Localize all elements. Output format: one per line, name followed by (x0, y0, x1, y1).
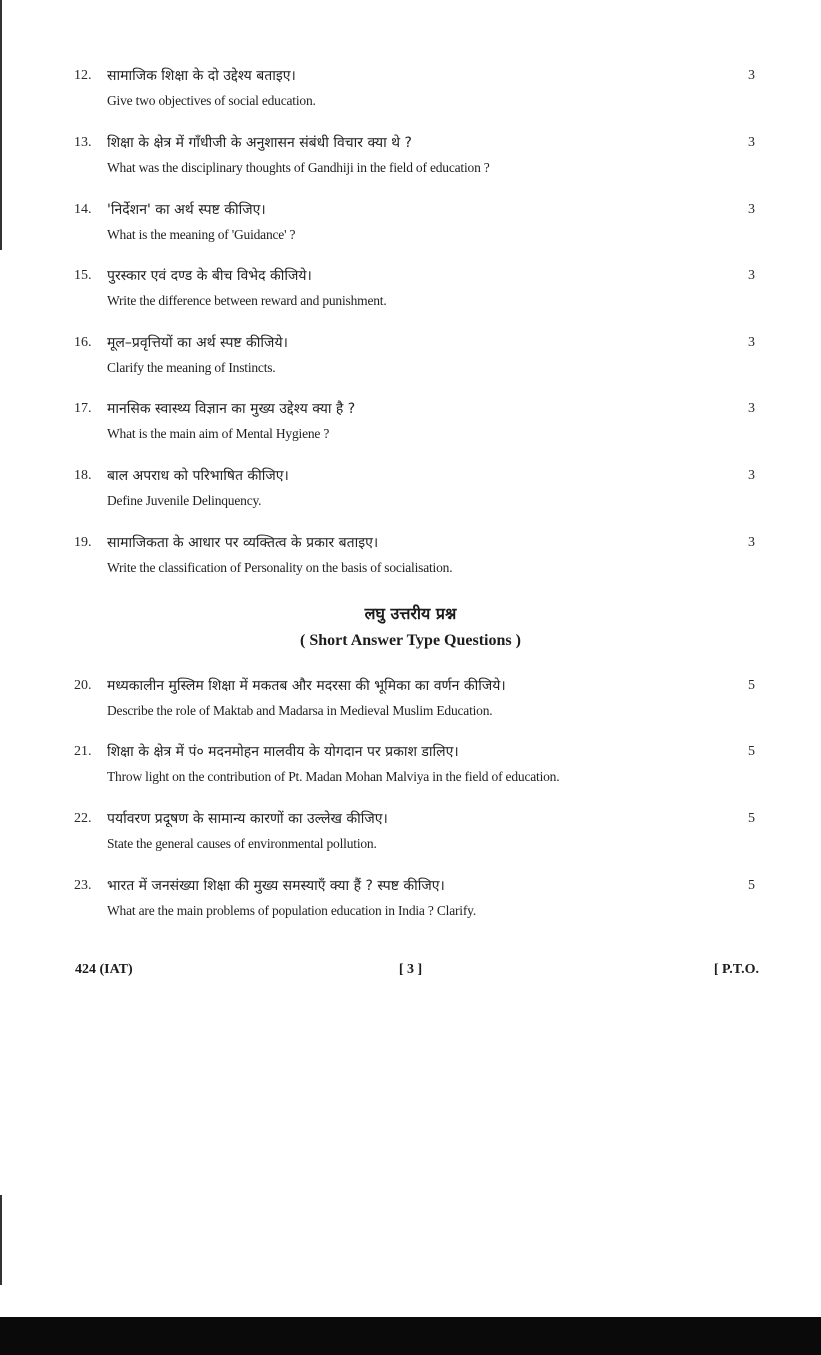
question-number: 15. (74, 268, 92, 283)
question-item (0, 876, 821, 926)
question-item (0, 809, 821, 859)
question-item (0, 466, 821, 516)
question-item (0, 533, 821, 583)
question-hindi: पर्यावरण प्रदूषण के सामान्य कारणों का उल्लेख कीजिए। (107, 811, 388, 827)
question-marks: 3 (748, 268, 755, 283)
question-marks: 3 (748, 468, 755, 483)
question-english: Write the classification of Personality on the basis of socialisation. (107, 560, 453, 575)
question-item (0, 742, 821, 792)
question-marks: 3 (748, 401, 755, 416)
question-english: Clarify the meaning of Instincts. (107, 360, 276, 375)
question-marks: 3 (748, 135, 755, 150)
paper-code: 424 (IAT) (75, 962, 133, 977)
question-hindi: सामाजिकता के आधार पर व्यक्तित्व के प्रकार बताइए। (107, 535, 379, 551)
question-english: Give two objectives of social education. (107, 93, 316, 108)
question-marks: 5 (748, 678, 755, 693)
question-number: 13. (74, 135, 92, 150)
question-english: What was the disciplinary thoughts of Gandhiji in the field of education ? (107, 160, 490, 175)
question-english: Describe the role of Maktab and Madarsa in Medieval Muslim Education. (107, 703, 493, 718)
question-hindi: मूल–प्रवृत्तियों का अर्थ स्पष्ट कीजिये। (107, 335, 288, 351)
question-hindi: मध्यकालीन मुस्लिम शिक्षा में मकतब और मदरसा की भूमिका का वर्णन कीजिये। (107, 678, 506, 694)
question-english: What is the main aim of Mental Hygiene ? (107, 426, 330, 441)
page-number: [ 3 ] (398, 962, 423, 977)
question-number: 18. (74, 468, 92, 483)
question-marks: 3 (748, 68, 755, 83)
question-hindi: 'निर्देशन' का अर्थ स्पष्ट कीजिए। (107, 202, 266, 218)
question-english: State the general causes of environmental pollution. (107, 836, 377, 851)
question-english: Throw light on the contribution of Pt. Madan Mohan Malviya in the field of education. (107, 769, 560, 784)
question-marks: 3 (748, 335, 755, 350)
question-number: 16. (74, 335, 92, 350)
section-title-hindi: लघु उत्तरीय प्रश्न (364, 604, 457, 623)
question-number: 17. (74, 401, 92, 416)
question-hindi: पुरस्कार एवं दण्ड के बीच विभेद कीजिये। (107, 268, 312, 284)
question-item (0, 200, 821, 250)
question-marks: 3 (748, 202, 755, 217)
question-number: 12. (74, 68, 92, 83)
section-title-english: ( Short Answer Type Questions ) (300, 632, 521, 649)
question-item (0, 676, 821, 726)
question-number: 20. (74, 678, 92, 693)
question-english: What are the main problems of population education in India ? Clarify. (107, 903, 477, 918)
scan-edge-mark (0, 1195, 2, 1285)
question-number: 14. (74, 202, 92, 217)
question-number: 19. (74, 535, 92, 550)
question-english: Define Juvenile Delinquency. (107, 493, 262, 508)
question-hindi: मानसिक स्वास्थ्य विज्ञान का मुख्य उद्देश्य क्या है ? (107, 401, 356, 417)
question-item (0, 266, 821, 316)
question-marks: 5 (748, 811, 755, 826)
question-english: What is the meaning of 'Guidance' ? (107, 227, 296, 242)
question-hindi: शिक्षा के क्षेत्र में पं० मदनमोहन मालवीय के योगदान पर प्रकाश डालिए। (107, 744, 459, 760)
question-hindi: भारत में जनसंख्या शिक्षा की मुख्य समस्याएँ क्या हैं ? स्पष्ट कीजिए। (107, 878, 445, 894)
question-marks: 5 (748, 878, 755, 893)
pto-label: [ P.T.O. (713, 962, 759, 977)
question-item (0, 333, 821, 383)
question-english: Write the difference between reward and punishment. (107, 293, 387, 308)
question-item (0, 66, 821, 116)
question-number: 23. (74, 878, 92, 893)
question-marks: 3 (748, 535, 755, 550)
question-number: 21. (74, 744, 92, 759)
scan-bottom-border (0, 1317, 821, 1355)
question-marks: 5 (748, 744, 755, 759)
question-hindi: शिक्षा के क्षेत्र में गाँधीजी के अनुशासन संबंधी विचार क्या थे ? (107, 135, 412, 151)
question-number: 22. (74, 811, 92, 826)
question-item (0, 399, 821, 449)
question-hindi: बाल अपराध को परिभाषित कीजिए। (107, 468, 289, 484)
question-item (0, 133, 821, 183)
question-hindi: सामाजिक शिक्षा के दो उद्देश्य बताइए। (107, 68, 296, 84)
